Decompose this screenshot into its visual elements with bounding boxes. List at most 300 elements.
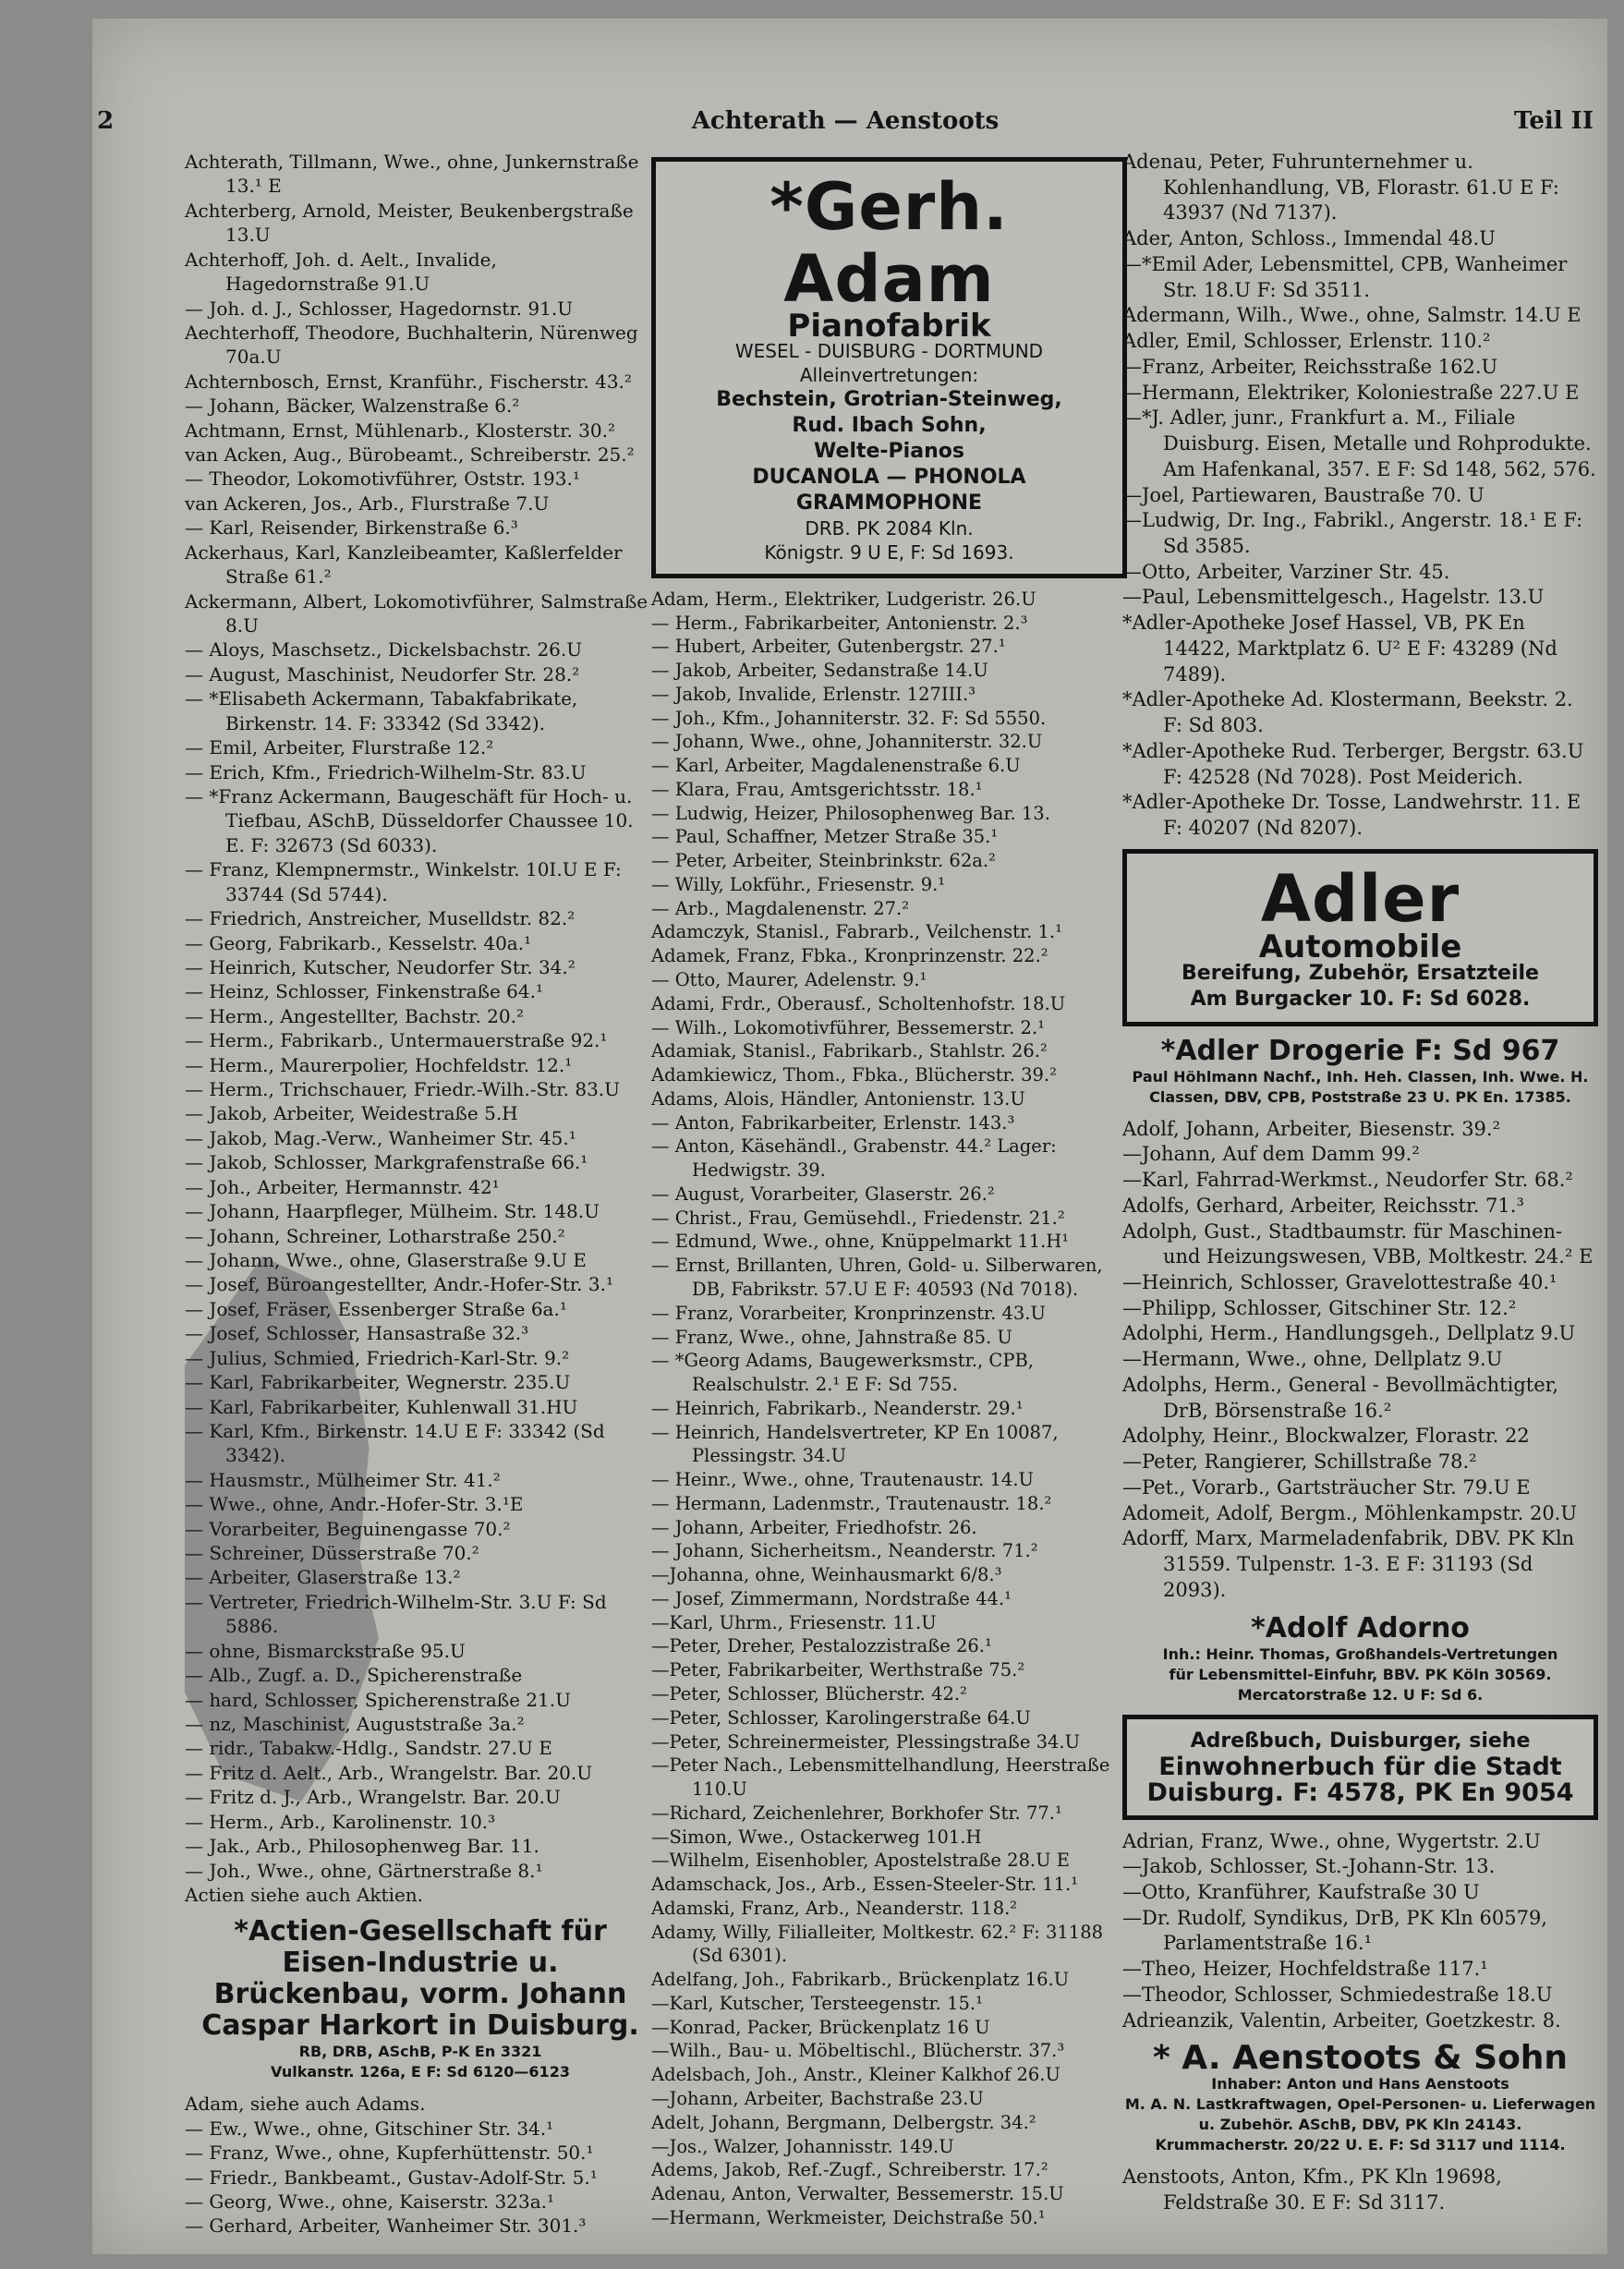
directory-entry [185,419,656,443]
entry-text: — Fritz d. J., Arb., Wrangelstr. Bar. 20.U [185,1786,561,1809]
directory-entry [185,589,656,638]
directory-entry [1122,381,1598,406]
entry-text: —Hermann, Wwe., ohne, Dellplatz 9.U [1122,1348,1503,1371]
entry-text: — Johann, Wwe., ohne, Glaserstraße 9.U E [185,1248,587,1271]
directory-entry [185,906,656,930]
entry-text: Adrian, Franz, Wwe., ohne, Wygertstr. 2.U [1122,1829,1541,1852]
directory-entry [1122,611,1598,687]
directory-entry [185,1590,656,1639]
directory-entry [185,1834,656,1858]
directory-entry [651,1587,1127,1611]
ad-adorno-l1: Inh.: Heinr. Thomas, Großhandels-Vertretungen [1162,1644,1558,1663]
directory-entry [185,150,656,199]
entry-text: — Herm., Angestellter, Bachstr. 20.² [185,1004,524,1027]
entry-text: —Theodor, Schlosser, Schmiedestraße 18.U [1122,1983,1553,2006]
entry-text: —Hermann, Werkmeister, Deichstraße 50.¹ [651,2206,1046,2228]
directory-entry [1122,2165,1598,2215]
directory-entry [1122,560,1598,586]
entry-text: Adami, Frdr., Oberausf., Scholtenhofstr. 18.U [651,992,1066,1014]
entry-text: — Heinz, Schlosser, Finkenstraße 64.¹ [185,980,543,1003]
directory-entry [185,735,656,759]
directory-entry [185,2117,656,2141]
directory-entry [185,1028,656,1052]
entry-text: — Otto, Maurer, Adelenstr. 9.¹ [651,969,927,991]
ad-adam-l7: DRB. PK 2084 Kln. [805,516,974,540]
entry-text: — Klara, Frau, Amtsgerichtsstr. 18.¹ [651,778,983,800]
entry-text: — *Georg Adams, Baugewerksmstr., CPB, Realschulstr. 2.¹ E F: Sd 755. [651,1350,1034,1396]
directory-entry [185,1321,656,1345]
ad-adressbuch-l2: Einwohnerbuch für die Stadt [1158,1752,1562,1781]
entry-text: — Arbeiter, Glaserstraße 13.² [185,1566,461,1589]
entry-text: Ackerhaus, Karl, Kanzleibeamter, Kaßlerfelder Straße 61.² [185,540,623,588]
entry-text: — Jak., Arb., Philosophenweg Bar. 11. [185,1835,539,1858]
directory-entry [651,635,1127,659]
directory-entry [185,1492,656,1516]
directory-entry [185,1688,656,1712]
directory-entry [651,1802,1127,1826]
directory-entry [1122,1194,1598,1219]
entry-text: — Edmund, Wwe., ohne, Knüppelmarkt 11.H¹ [651,1231,1070,1253]
ad-adressbuch-l1: Adreßbuch, Duisburger, siehe [1190,1729,1531,1753]
entry-text: *Adler-Apotheke Rud. Terberger, Bergstr. 63.U F: 42528 (Nd 7028). Post Meiderich. [1122,739,1584,788]
entry-text: — nz, Maschinist, Auguststraße 3a.² [185,1713,525,1735]
directory-entry [651,1134,1127,1183]
entry-text: —Franz, Arbeiter, Reichsstraße 162.U [1122,355,1498,378]
entry-text: —Karl, Kutscher, Tersteegenstr. 15.¹ [651,1992,983,2014]
entry-text: — hard, Schlosser, Spicherenstraße 21.U [185,1688,571,1711]
directory-entry [651,1302,1127,1326]
ad-gerh-adam [651,157,1127,578]
part-label: Teil II [1513,107,1594,135]
entry-text: — Vorarbeiter, Beguinengasse 70.² [185,1517,511,1540]
directory-entry [1122,1424,1598,1450]
directory-entry [185,199,656,248]
entry-text: — Hermann, Ladenmstr., Trautenaustr. 18.² [651,1492,1052,1514]
entry-text: van Acken, Aug., Bürobeamt., Schreiberstr. 25.² [185,443,635,467]
ad-adorno-title: *Adolf Adorno [1251,1611,1470,1644]
entry-text: Adamschack, Jos., Arb., Essen-Steeler-Str. 11.¹ [651,1874,1079,1896]
directory-entry [651,1563,1127,1587]
entry-text: Adolphs, Herm., General - Bevollmächtigter, DrB, Börsenstraße 16.² [1122,1373,1559,1422]
entries-right-c [1122,1829,1598,2034]
directory-entry [185,1199,656,1223]
entry-text: — Ludwig, Heizer, Philosophenweg Bar. 13. [651,802,1050,824]
entry-text: Adolph, Gust., Stadtbaumstr. für Maschinen- und Heizungswesen, VBB, Moltkestr. 24.² E [1122,1219,1594,1268]
directory-entry [651,1087,1127,1111]
directory-entry [651,754,1127,778]
entry-text: — ridr., Tabakw.-Hdlg., Sandstr. 27.U E [185,1737,552,1760]
entry-text: — Josef, Schlosser, Hansastraße 32.³ [185,1322,529,1345]
entry-text: — Johann, Arbeiter, Friedhofstr. 26. [651,1516,977,1538]
entry-text: —Otto, Kranführer, Kaufstraße 30 U [1122,1880,1480,1903]
entry-text: Adems, Jakob, Ref.-Zugf., Schreiberstr. 17.² [651,2159,1048,2181]
entry-text: — Karl, Reisender, Birkenstraße 6.³ [185,516,518,540]
directory-entry [185,248,656,297]
directory-entry [1122,226,1598,252]
ad-actien-gesellschaft [185,1916,656,2082]
ad-actien-name: *Actien-Gesellschaft für Eisen-Industrie u. Brückenbau, vorm. Johann Caspar Harkort in Duisburg. [201,1915,639,2043]
directory-entry [1122,406,1598,482]
entry-text: — Josef, Büroangestellter, Andr.-Hofer-Str. 3.¹ [185,1273,613,1296]
entry-text: — August, Maschinist, Neudorfer Str. 28.² [185,662,580,686]
directory-entry [651,1039,1127,1063]
directory-entry [1122,1854,1598,1880]
directory-entry [651,1658,1127,1682]
directory-entry [651,778,1127,802]
entry-text: — Fritz d. Aelt., Arb., Wrangelstr. Bar. 20.U [185,1761,593,1784]
ad-actien-line2: Vulkanstr. 126a, E F: Sd 6120—6123 [271,2063,570,2081]
entry-text: — Ew., Wwe., ohne, Gitschiner Str. 34.¹ [185,2117,554,2140]
entry-text: — Christ., Frau, Gemüsehdl., Friedenstr. 21.² [651,1207,1065,1229]
entry-text: Adolphy, Heinr., Blockwalzer, Florastr. 22 [1122,1425,1530,1448]
ad-adressbuch [1122,1715,1598,1820]
entry-text: —Theo, Heizer, Hochfeldstraße 117.¹ [1122,1958,1488,1981]
directory-entry [185,394,656,418]
entry-text: — Arb., Magdalenenstr. 27.² [651,897,910,919]
entry-text: —Simon, Wwe., Ostackerweg 101.H [651,1826,982,1848]
directory-entry [185,760,656,784]
directory-entry [185,955,656,979]
directory-entry [1122,303,1598,329]
directory-entry [185,1785,656,1809]
directory-entry [651,1873,1127,1897]
directory-entry [185,1126,656,1150]
entry-text: — Herm., Arb., Karolinenstr. 10.³ [185,1810,496,1833]
directory-entry [651,1207,1127,1231]
directory-entry [185,1883,656,1907]
entry-text: —Heinrich, Schlosser, Gravelottestraße 40.¹ [1122,1270,1557,1293]
directory-entry [185,662,656,686]
entry-text: —Philipp, Schlosser, Gitschiner Str. 12.² [1122,1296,1517,1319]
directory-entry [651,944,1127,968]
entry-text: Adamski, Franz, Arb., Neanderstr. 118.² [651,1897,1018,1919]
entry-text: *Adler-Apotheke Josef Hassel, VB, PK En 14422, Marktplatz 6. U² E F: 43289 (Nd 7489). [1122,612,1557,686]
entry-text: — Gerhard, Arbeiter, Wanheimer Str. 301.³ [185,2214,587,2238]
entry-text: — Herm., Trichschauer, Friedr.-Wilh.-Str. 83.U [185,1078,621,1101]
entry-text: Adelfang, Joh., Fabrikarb., Brückenplatz 16.U [651,1969,1070,1991]
column-left [185,150,656,2239]
entry-text: —Paul, Lebensmittelgesch., Hagelstr. 13.U [1122,586,1545,609]
directory-entry [185,1101,656,1125]
entry-text: — Karl, Kfm., Birkenstr. 14.U E F: 33342 (Sd 3342). [185,1419,605,1467]
directory-entry [1122,508,1598,559]
entry-text: — Hausmstr., Mülheimer Str. 41.² [185,1468,501,1491]
directory-entry [185,1370,656,1394]
entries-right-b [1122,1117,1598,1604]
entry-text: —Otto, Arbeiter, Varziner Str. 45. [1122,560,1450,583]
entry-text: — *Franz Ackermann, Baugeschäft für Hoch- u. Tiefbau, ASchB, Düsseldorfer Chaussee 10. E. F: 32673 (Sd 6033). [185,784,634,856]
entry-text: — Wilh., Lokomotivführer, Bessemerstr. 2.¹ [651,1016,1045,1038]
ad-adler-l2: Am Burgacker 10. F: Sd 6028. [1190,987,1531,1011]
entry-text: —Ludwig, Dr. Ing., Fabrikl., Angerstr. 18.¹ E F: Sd 3585. [1122,509,1583,558]
directory-entry [651,1682,1127,1706]
entries-left [185,150,656,1907]
directory-entry [185,1541,656,1565]
directory-entry [1122,1906,1598,1957]
ad-drogerie-phone: F: Sd 967 [1413,1034,1560,1067]
entry-text: —Peter, Schlosser, Blücherstr. 42.² [651,1682,967,1705]
entries-right-d [1122,2165,1598,2215]
entry-text: — Georg, Fabrikarb., Kesselstr. 40a.¹ [185,931,532,954]
entry-text: — Herm., Fabrikarbeiter, Antonienstr. 2.³ [651,612,1028,634]
entry-text: — Josef, Fräser, Essenberger Straße 6a.¹ [185,1297,567,1320]
directory-entry [1122,585,1598,611]
entry-text: Adam, siehe auch Adams. [185,2093,426,2116]
directory-entry [185,784,656,857]
entry-text: — Johann, Schreiner, Lotharstraße 250.² [185,1224,565,1247]
entry-text: —Pet., Vorarb., Gartsträucher Str. 79.U E [1122,1475,1531,1499]
entry-text: — Julius, Schmied, Friedrich-Karl-Str. 9.² [185,1346,570,1369]
directory-entry [1122,1321,1598,1347]
entry-text: Achterhoff, Joh. d. Aelt., Invalide, Hagedornstraße 91.U [185,248,497,296]
entry-text: Adelsbach, Joh., Anstr., Kleiner Kalkhof 26.U [651,2064,1060,2086]
directory-entry [651,897,1127,921]
directory-entry [651,1349,1127,1397]
directory-entry [651,2158,1127,2182]
directory-entry [185,1736,656,1760]
directory-entry [1122,1526,1598,1603]
directory-entry [185,2190,656,2214]
entry-text: Adamek, Franz, Fbka., Kronprinzenstr. 22.² [651,945,1048,967]
ad-adam-l4: Welte-Pianos [814,439,964,463]
entry-text: —Peter, Rangierer, Schillstraße 78.² [1122,1450,1477,1474]
directory-entry [185,637,656,661]
directory-entry [1122,150,1598,226]
directory-entry [1122,1117,1598,1143]
entries-right-a [1122,150,1598,842]
entry-text: — Johann, Bäcker, Walzenstraße 6.² [185,394,520,418]
directory-entry [651,1492,1127,1516]
entry-text: — Anton, Käsehändl., Grabenstr. 44.² Lager: Hedwigstr. 39. [651,1135,1057,1182]
directory-entry [651,1730,1127,1754]
ad-adler-l1: Bereifung, Zubehör, Ersatzteile [1182,961,1539,985]
entry-text: Adenau, Peter, Fuhrunternehmer u. Kohlenhandlung, VB, Florastr. 61.U E F: 43937 (Nd 7137). [1122,151,1559,224]
entry-text: — Friedrich, Anstreicher, Muselldstr. 82.² [185,907,576,930]
directory-entry [1122,1475,1598,1501]
entry-text: — Heinrich, Handelsvertreter, KP En 10087, Plessingstr. 34.U [651,1421,1059,1467]
directory-entry [185,1150,656,1174]
entry-text: — Johann, Haarpfleger, Mülheim. Str. 148.U [185,1200,600,1223]
directory-entry [651,2135,1127,2159]
directory-entry [651,1397,1127,1421]
entry-text: Adolphi, Herm., Handlungsgeh., Dellplatz 9.U [1122,1322,1576,1345]
directory-entry [651,802,1127,826]
entry-text: — Aloys, Maschsetz., Dickelsbachstr. 26.U [185,638,583,661]
directory-entry [1122,329,1598,355]
directory-entry [185,321,656,370]
ad-adam-l8: Königstr. 9 U E, F: Sd 1693. [764,540,1014,564]
entry-text: Actien siehe auch Aktien. [185,1883,424,1906]
entry-text: Adamiak, Stanisl., Fabrikarb., Stahlstr. 26.² [651,1040,1048,1062]
directory-entry [185,2214,656,2238]
directory-entry [185,1248,656,1272]
entry-text: — Jakob, Invalide, Erlenstr. 127III.³ [651,683,976,705]
directory-entry [185,1077,656,1101]
entry-text: — Joh. d. J., Schlosser, Hagedornstr. 91.U [185,297,574,320]
entry-text: — Friedr., Bankbeamt., Gustav-Adolf-Str. 5.¹ [185,2166,598,2189]
page-number: 2 [97,107,115,135]
directory-entry [1122,790,1598,841]
entry-text: — Karl, Arbeiter, Magdalenenstraße 6.U [651,755,1021,777]
entry-text: — Johann, Sicherheitsm., Neanderstr. 71.² [651,1540,1038,1562]
directory-entry [185,297,656,321]
ad-adolf-adorno [1122,1613,1598,1705]
entry-text: — Joh., Kfm., Johanniterstr. 32. F: Sd 5550. [651,707,1047,729]
entry-text: —Peter, Schreinermeister, Plessingstraße 34.U [651,1730,1081,1753]
directory-entry [185,1810,656,1834]
entry-text: — Vertreter, Friedrich-Wilhelm-Str. 3.U F: Sd 5886. [185,1590,607,1638]
directory-entry [185,1297,656,1321]
directory-entry [651,992,1127,1016]
column-middle [651,150,1127,2230]
entry-text: Achterath, Tillmann, Wwe., ohne, Junkernstraße 13.¹ E [185,151,639,198]
directory-entry [185,1663,656,1687]
directory-entry [1122,1270,1598,1296]
entry-text: — Erich, Kfm., Friedrich-Wilhelm-Str. 83.U [185,760,587,783]
entry-text: Adler, Emil, Schlosser, Erlenstr. 110.² [1122,330,1491,353]
entry-text: — August, Vorarbeiter, Glaserstr. 26.² [651,1183,995,1205]
entry-text: — Georg, Wwe., ohne, Kaiserstr. 323a.¹ [185,2190,554,2214]
directory-entry [651,1254,1127,1302]
entry-text: — Franz, Vorarbeiter, Kronprinzenstr. 43.U [651,1302,1046,1324]
entry-text: — Karl, Fabrikarbeiter, Kuhlenwall 31.HU [185,1395,578,1418]
entry-text: —Johanna, ohne, Weinhausmarkt 6/8.³ [651,1564,1002,1586]
column-right [1122,150,1598,2216]
ad-adam-sub: Pianofabrik [787,308,991,345]
directory-entry [651,1753,1127,1802]
ad-adorno-l2: für Lebensmittel-Einfuhr, BBV. PK Köln 30569. [1169,1665,1552,1683]
ad-adler-automobile [1122,849,1598,1026]
entries-middle [651,588,1127,2230]
directory-entry [651,1634,1127,1658]
directory-entry [651,1016,1127,1040]
directory-entry [185,1004,656,1028]
entry-text: —Wilh., Bau- u. Möbeltischl., Blücherstr. 37.³ [651,2040,1065,2062]
entry-text: —Peter, Schlosser, Karolingerstraße 64.U [651,1706,1031,1729]
entry-text: — Jakob, Schlosser, Markgrafenstraße 66.¹ [185,1151,588,1174]
directory-entry [1122,1983,1598,2008]
entry-text: Ackermann, Albert, Lokomotivführer, Salmstraße 8.U [185,589,648,637]
entry-text: Adamkiewicz, Thom., Fbka., Blücherstr. 39.² [651,1064,1057,1086]
entry-text: —Karl, Fahrrad-Werkmst., Neudorfer Str. 68.² [1122,1169,1573,1192]
directory-entry [651,612,1127,636]
directory-entry [185,443,656,467]
ad-aenstoots-l2: M. A. N. Lastkraftwagen, Opel-Personen- u. Lieferwagen u. Zubehör. ASchB, DBV, PK Kln 24143. [1124,2095,1596,2134]
directory-entry [651,1611,1127,1635]
entries-left-b [185,2092,656,2239]
ad-actien-line1: RB, DRB, ASchB, P-K En 3321 [298,2043,542,2061]
entry-text: — Ernst, Brillanten, Uhren, Gold- u. Silberwaren, DB, Fabrikstr. 57.U E F: 40593 (Nd 7018). [651,1255,1103,1300]
entry-text: Aenstoots, Anton, Kfm., PK Kln 19698, Feldstraße 30. E F: Sd 3117. [1122,2166,1502,2214]
directory-entry [1122,1450,1598,1475]
directory-entry [185,467,656,491]
entry-text: — Heinrich, Kutscher, Neudorfer Str. 34.² [185,955,576,978]
entry-text: — Theodor, Lokomotivführer, Oststr. 193.¹ [185,467,580,491]
ad-adam-l5: DUCANOLA — PHONOLA [752,465,1026,489]
entry-text: — Johann, Wwe., ohne, Johanniterstr. 32.U [651,731,1043,753]
entry-text: *Adler-Apotheke Ad. Klostermann, Beekstr. 2. F: Sd 803. [1122,688,1573,737]
ad-adler-sub: Automobile [1258,928,1462,965]
entry-text: —*Emil Ader, Lebensmittel, CPB, Wanheimer Str. 18.U F: Sd 3511. [1122,252,1568,301]
directory-entry [651,588,1127,612]
directory-entry [651,1516,1127,1540]
entry-text: Adrieanzik, Valentin, Arbeiter, Goetzkestr. 8. [1122,2008,1561,2032]
directory-entry [1122,355,1598,381]
ad-aenstoots-l3: Krummacherstr. 20/22 U. E. F: Sd 3117 und 1114. [1155,2136,1566,2154]
entry-text: —Joel, Partiewaren, Baustraße 70. U [1122,483,1485,506]
entry-text: —Peter, Dreher, Pestalozzistraße 26.¹ [651,1635,992,1657]
entry-text: —Peter, Fabrikarbeiter, Werthstraße 75.² [651,1659,1025,1681]
entry-text: Adorff, Marx, Marmeladenfabrik, DBV. PK Kln 31559. Tulpenstr. 1-3. E F: 31193 (Sd 2093). [1122,1527,1575,1601]
directory-entry [185,516,656,540]
directory-entry [651,2206,1127,2230]
ad-adam-title: *Gerh. Adam [770,169,1009,317]
entry-text: —Johann, Arbeiter, Bachstraße 23.U [651,2088,984,2109]
entry-text: Achternbosch, Ernst, Kranführ., Fischerstr. 43.² [185,370,632,393]
directory-entry [651,2063,1127,2087]
entry-text: —*J. Adler, junr., Frankfurt a. M., Filiale Duisburg. Eisen, Metalle und Rohprodukte. Am Hafenkanal, 357. E F: Sd 148, 562, 576. [1122,406,1596,480]
entry-text: —Jakob, Schlosser, St.-Johann-Str. 13. [1122,1855,1496,1878]
directory-entry [651,968,1127,992]
ad-aenstoots-l1: Inhaber: Anton und Hans Aenstoots [1211,2075,1509,2093]
entry-text: — Jakob, Arbeiter, Weidestraße 5.H [185,1102,518,1125]
entry-text: — Karl, Fabrikarbeiter, Wegnerstr. 235.U [185,1371,571,1394]
directory-entry [185,1565,656,1589]
entry-text: —Konrad, Packer, Brückenplatz 16 U [651,2016,990,2038]
entry-text: — Schreiner, Düsserstraße 70.² [185,1542,479,1565]
ad-adler-drogerie [1122,1036,1598,1108]
entry-text: —Jos., Walzer, Johannisstr. 149.U [651,2135,954,2157]
directory-entry [185,1761,656,1785]
entry-text: — Joh., Arbeiter, Hermannstr. 42¹ [185,1175,500,1198]
entry-text: — Paul, Schaffner, Metzer Straße 35.¹ [651,826,999,848]
directory-entry [1122,483,1598,509]
ad-adler-title: Adler [1260,860,1460,937]
directory-entry [185,857,656,906]
ad-adam-l2: Bechstein, Grotrian-Steinweg, [716,387,1062,411]
entry-text: — *Elisabeth Ackermann, Tabakfabrikate, Birkenstr. 14. F: 33342 (Sd 3342). [185,687,578,734]
entry-text: —Johann, Auf dem Damm 99.² [1122,1143,1420,1166]
directory-entry [185,540,656,589]
ad-adam-l1: Alleinvertretungen: [799,363,979,386]
entry-text: — Wwe., ohne, Andr.-Hofer-Str. 3.¹E [185,1493,524,1516]
directory-entry [1122,2008,1598,2034]
entry-text: Adamy, Willy, Filialleiter, Moltkestr. 62.² F: 31188 (Sd 6301). [651,1921,1104,1967]
directory-entry [185,1468,656,1492]
entry-text: Adenau, Anton, Verwalter, Bessemerstr. 15.U [651,2183,1064,2205]
ad-drogerie-title: *Adler Drogerie [1160,1034,1405,1067]
directory-entry [1122,1957,1598,1983]
entry-text: — Franz, Klempnermstr., Winkelstr. 10I.U E F: 33744 (Sd 5744). [185,858,622,905]
directory-entry [651,1968,1127,1992]
directory-entry [651,2039,1127,2063]
directory-entry [651,1897,1127,1921]
directory-entry [651,1421,1127,1469]
running-title: Achterath — Aenstoots [691,107,1000,135]
directory-entry [1122,1142,1598,1168]
entry-text: —Peter Nach., Lebensmittelhandlung, Heerstraße 110.U [651,1754,1110,1801]
ad-adam-l3: Rud. Ibach Sohn, [792,413,987,437]
directory-entry [1122,1501,1598,1527]
directory-entry [651,2182,1127,2206]
ad-drogerie-l1: Paul Höhlmann Nachf., Inh. Heh. Classen, Inh. Wwe. H. [1132,1067,1589,1086]
entry-text: Achtmann, Ernst, Mühlenarb., Klosterstr. 30.² [185,419,615,442]
directory-entry [185,931,656,955]
entry-text: — ohne, Bismarckstraße 95.U [185,1639,466,1662]
entry-text: — Franz, Wwe., ohne, Jahnstraße 85. U [651,1326,1012,1348]
entry-text: Achterberg, Arnold, Meister, Beukenbergstraße 13.U [185,199,634,247]
directory-entry [651,1063,1127,1087]
